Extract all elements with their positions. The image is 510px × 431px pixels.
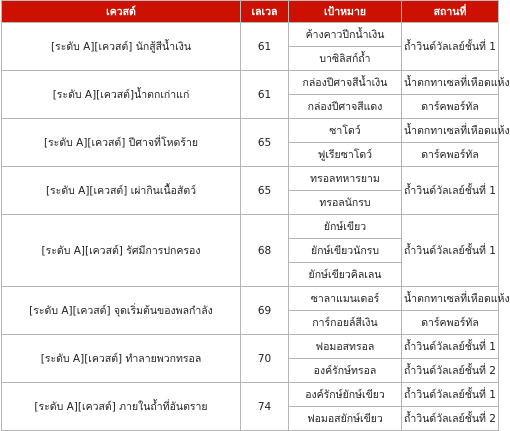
table-row	[2, 383, 499, 407]
target-cell: กล่องปีศาจสีแดง	[289, 95, 402, 119]
target-cell: ยักษ์เขียวคิลเลน	[289, 263, 402, 287]
location-cell: ดาร์คพอร์ทัล	[402, 311, 499, 335]
target-cell: ทรอลทหารยาม	[289, 167, 402, 191]
quest-level-cell: 65	[241, 119, 289, 167]
quest-level-cell: 65	[241, 167, 289, 215]
location-cell: ถ้ำวินด์วัลเลย์ชั้นที่ 2	[402, 359, 499, 383]
quest-level-cell: 74	[241, 383, 289, 431]
target-cell: ค้างคาวปีกน้ำเงิน	[289, 23, 402, 47]
quest-name-cell: [ระดับ A][เควสต์] นักสู้สีน้ำเงิน	[2, 23, 241, 71]
location-cell: น้ำตกทาเซลที่เหือดแห้ง	[402, 287, 499, 311]
target-cell: การ์กอยล์สีเงิน	[289, 311, 402, 335]
target-cell: บาซิลิสก์ถ้ำ	[289, 47, 402, 71]
target-cell: กล่องปีศาจสีน้ำเงิน	[289, 71, 402, 95]
location-cell: ดาร์คพอร์ทัล	[402, 95, 499, 119]
table-row	[2, 287, 499, 311]
location-cell: ถ้ำวินด์วัลเลย์ชั้นที่ 1	[402, 215, 499, 287]
target-cell: ฟอมอสยักษ์เขียว	[289, 407, 402, 431]
table-row	[2, 335, 499, 359]
location-cell: ดาร์คพอร์ทัล	[402, 143, 499, 167]
location-cell: น้ำตกทาเซลที่เหือดแห้ง	[402, 119, 499, 143]
table-row	[2, 215, 499, 239]
quest-name-cell: [ระดับ A][เควสต์] เผ่ากินเนื้อสัตว์	[2, 167, 241, 215]
target-cell: ฟอมอสทรอล	[289, 335, 402, 359]
quest-level-cell: 70	[241, 335, 289, 383]
target-cell: ซาโดว์	[289, 119, 402, 143]
table-row	[2, 119, 499, 143]
quest-name-cell: [ระดับ A][เควสต์] รัศมีการปกครอง	[2, 215, 241, 287]
table-row	[2, 23, 499, 47]
target-cell: ยักษ์เขียว	[289, 215, 402, 239]
quest-name-cell: [ระดับ A][เควสต์]น้ำตกเก่าแก่	[2, 71, 241, 119]
location-cell: ถ้ำวินด์วัลเลย์ชั้นที่ 2	[402, 407, 499, 431]
target-cell: ซาลาแมนเดอร์	[289, 287, 402, 311]
location-cell: น้ำตกทาเซลที่เหือดแห้ง	[402, 71, 499, 95]
target-cell: องค์รักษ์ยักษ์เขียว	[289, 383, 402, 407]
location-cell: ถ้ำวินด์วัลเลย์ชั้นที่ 1	[402, 167, 499, 215]
quest-level-cell: 69	[241, 287, 289, 335]
target-cell: ยักษ์เขียวนักรบ	[289, 239, 402, 263]
quest-table	[1, 0, 510, 431]
header-location: สถานที่	[402, 1, 499, 23]
quest-name-cell: [ระดับ A][เควสต์] ภายในถ้ำที่อันตราย	[2, 383, 241, 431]
quest-name-cell: [ระดับ A][เควสต์] ทำลายพวกทรอล	[2, 335, 241, 383]
quest-table-body	[2, 23, 510, 431]
location-cell: ถ้ำวินด์วัลเลย์ชั้นที่ 1	[402, 335, 499, 359]
table-row	[2, 167, 499, 191]
header-row	[2, 1, 499, 23]
quest-name-cell: [ระดับ A][เควสต์] ปีศาจที่โหดร้าย	[2, 119, 241, 167]
quest-name-cell: [ระดับ A][เควสต์] จุดเริ่มต้นของพลกำลัง	[2, 287, 241, 335]
table-row	[2, 71, 499, 95]
quest-level-cell: 61	[241, 71, 289, 119]
header-quest: เควสต์	[2, 1, 241, 23]
quest-level-cell: 61	[241, 23, 289, 71]
quest-level-cell: 68	[241, 215, 289, 287]
target-cell: องค์รักษ์ทรอล	[289, 359, 402, 383]
target-cell: ฟูเรียซาโดว์	[289, 143, 402, 167]
quest-table-container	[1, 0, 510, 431]
header-level: เลเวล	[241, 1, 289, 23]
location-cell: ถ้ำวินด์วัลเลย์ชั้นที่ 1	[402, 23, 499, 71]
location-cell: ถ้ำวินด์วัลเลย์ชั้นที่ 1	[402, 383, 499, 407]
target-cell: ทรอลนักรบ	[289, 191, 402, 215]
header-target: เป้าหมาย	[289, 1, 402, 23]
